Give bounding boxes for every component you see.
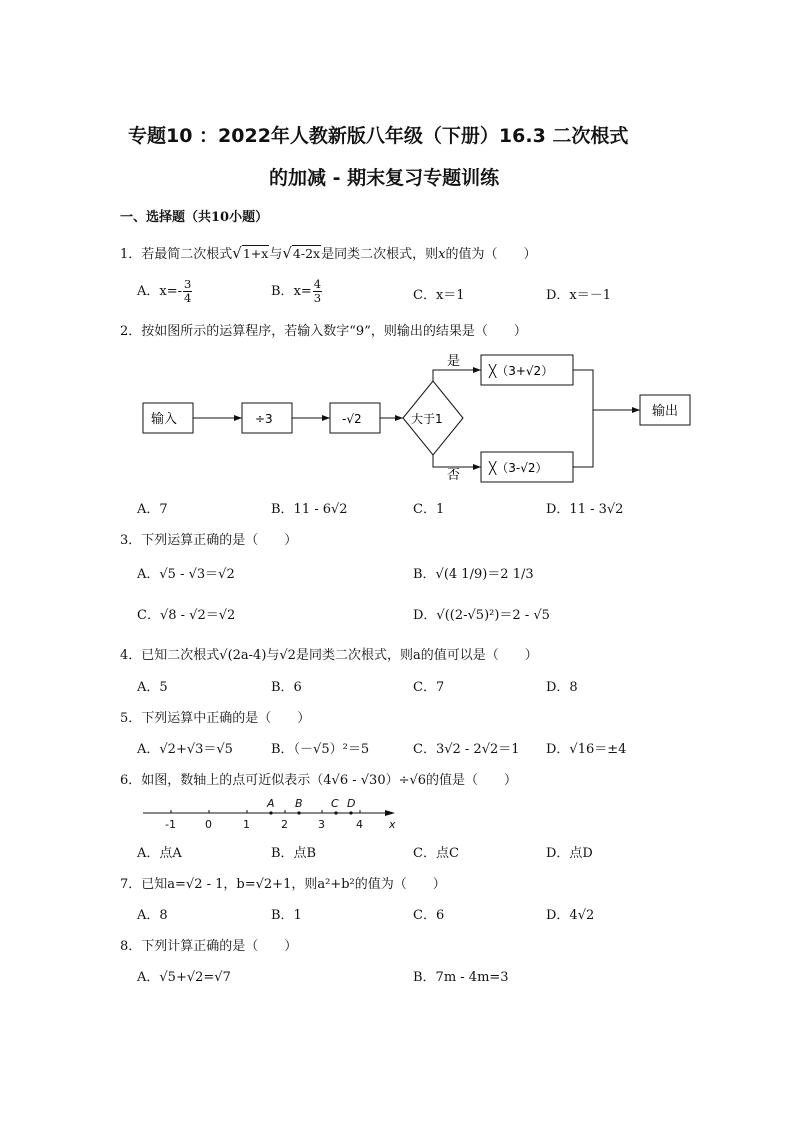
question-3 <box>120 529 297 548</box>
question-text: 已知二次根式√(2a-4)与√2是同类二次根式，则a的值可以是（ ） <box>141 648 538 663</box>
flow-no-label: 否 <box>447 468 461 483</box>
flow-input-label: 输入 <box>151 412 178 427</box>
q5-option-b[interactable]: B．（－√5）²＝5 <box>271 742 370 757</box>
question-4 <box>120 644 538 663</box>
question-8 <box>120 935 297 954</box>
tick-label: -1 <box>165 818 176 831</box>
point-c-label: C <box>331 797 339 810</box>
tick-label: 4 <box>356 818 363 831</box>
option-label: A． <box>137 284 160 299</box>
question-1 <box>120 243 536 262</box>
question-text: 已知a=√2 - 1，b=√2+1，则a²+b²的值为（ ） <box>141 877 446 892</box>
q3-option-c[interactable]: C．√8 - √2＝√2 <box>137 608 236 623</box>
radicand: 1+x <box>242 246 269 261</box>
question-6 <box>120 769 517 788</box>
flow-multiply-plus-label: ╳（3+√2） <box>489 364 554 378</box>
radicand: 4-2x <box>292 246 321 261</box>
section-heading: 一、选择题（共10小题） <box>120 210 269 225</box>
q7-option-a[interactable]: A．8 <box>137 908 168 923</box>
question-number: 8． <box>120 939 142 954</box>
question-text: 的值为（ ） <box>445 247 537 262</box>
flow-multiply-minus-label: ╳（3-√2） <box>489 461 548 475</box>
q5-option-d[interactable]: D．√16＝±4 <box>546 742 627 757</box>
option-label: B． <box>271 284 294 299</box>
q7-option-d[interactable]: D．4√2 <box>546 908 595 923</box>
question-text: 如图，数轴上的点可近似表示（4√6 - √30）÷√6的值是（ ） <box>141 773 518 788</box>
q4-option-b[interactable]: B．6 <box>271 680 302 695</box>
point-d-dot <box>349 811 352 814</box>
q3-option-b[interactable]: B．√(4 1/9)＝2 1/3 <box>413 567 534 582</box>
q2-option-b[interactable]: B．11 - 6√2 <box>271 502 348 517</box>
point-a-dot <box>269 811 272 814</box>
q8-option-b[interactable]: B．7m - 4m=3 <box>413 970 509 985</box>
question-number: 4． <box>120 648 142 663</box>
question-number: 3． <box>120 533 142 548</box>
q2-option-c[interactable]: C．1 <box>413 502 445 517</box>
q2-option-a[interactable]: A．7 <box>137 502 168 517</box>
question-2 <box>120 320 527 339</box>
question-text: 下列运算正确的是（ ） <box>141 533 298 548</box>
q6-option-d[interactable]: D．点D <box>546 846 593 861</box>
variable: x <box>438 247 446 262</box>
fraction <box>183 278 192 305</box>
point-b-dot <box>297 811 300 814</box>
flowchart-diagram <box>135 345 705 490</box>
q8-option-a[interactable]: A．√5+√2=√7 <box>137 970 231 985</box>
question-text: 若最简二次根式 <box>141 247 233 262</box>
number-line <box>135 795 405 835</box>
q6-option-c[interactable]: C．点C <box>413 846 459 861</box>
q7-option-c[interactable]: C．6 <box>413 908 445 923</box>
question-text: 按如图所示的运算程序，若输入数字“9”，则输出的结果是（ ） <box>141 324 527 339</box>
denominator: 4 <box>184 291 192 305</box>
question-number: 5． <box>120 711 142 726</box>
fraction <box>313 278 322 305</box>
q5-option-a[interactable]: A．√2+√3＝√5 <box>137 742 233 757</box>
flow-decision-label: 大于1 <box>411 412 443 426</box>
point-c-dot <box>334 811 337 814</box>
point-d-label: D <box>347 797 356 810</box>
radical: √1+x <box>232 244 269 262</box>
q4-option-a[interactable]: A．5 <box>137 680 168 695</box>
q1-option-a[interactable] <box>137 278 193 305</box>
q6-option-b[interactable]: B．点B <box>271 846 317 861</box>
axis-variable-label: x <box>389 818 396 831</box>
q6-option-a[interactable]: A．点A <box>137 846 182 861</box>
q1-option-d[interactable]: D．x＝－1 <box>546 288 612 303</box>
question-number: 2． <box>120 324 142 339</box>
flow-output-label: 输出 <box>652 404 679 419</box>
flow-divide-label: ÷3 <box>255 412 273 426</box>
option-text: x= <box>293 284 312 299</box>
question-text: 下列计算正确的是（ ） <box>141 939 298 954</box>
q3-option-d[interactable]: D．√((2-√5)²)＝2 - √5 <box>413 608 550 623</box>
page-title-line2: 的加减 - 期末复习专题训练 <box>269 167 500 189</box>
radical: √4-2x <box>282 244 321 262</box>
q4-option-d[interactable]: D．8 <box>546 680 578 695</box>
tick-label: 1 <box>243 818 250 831</box>
question-text: 下列运算中正确的是（ ） <box>141 711 311 726</box>
point-a-label: A <box>267 797 275 810</box>
q4-option-c[interactable]: C．7 <box>413 680 445 695</box>
question-5 <box>120 707 310 726</box>
point-b-label: B <box>295 797 303 810</box>
denominator: 3 <box>313 291 322 305</box>
numerator: 4 <box>313 277 322 291</box>
q7-option-b[interactable]: B．1 <box>271 908 302 923</box>
tick-label: 2 <box>281 818 288 831</box>
q2-option-d[interactable]: D．11 - 3√2 <box>546 502 624 517</box>
question-number: 6． <box>120 773 142 788</box>
page-title-line1: 专题10 ：2022年人教新版八年级（下册）16.3 二次根式 <box>128 125 629 147</box>
option-text: x=- <box>159 284 183 299</box>
question-text: 与 <box>269 247 283 262</box>
q1-option-c[interactable]: C．x＝1 <box>413 288 465 303</box>
numerator: 3 <box>184 277 192 291</box>
q5-option-c[interactable]: C．3√2 - 2√2＝1 <box>413 742 520 757</box>
question-number: 7． <box>120 877 142 892</box>
tick-label: 3 <box>318 818 325 831</box>
tick-label: 0 <box>205 818 212 831</box>
q1-option-b[interactable] <box>271 278 323 305</box>
q3-option-a[interactable]: A．√5 - √3＝√2 <box>137 567 235 582</box>
flow-yes-label: 是 <box>447 354 461 369</box>
question-number: 1． <box>120 247 142 262</box>
question-text: 是同类二次根式，则 <box>321 247 439 262</box>
flow-minus-sqrt-label: -√2 <box>342 412 362 426</box>
question-7 <box>120 873 446 892</box>
